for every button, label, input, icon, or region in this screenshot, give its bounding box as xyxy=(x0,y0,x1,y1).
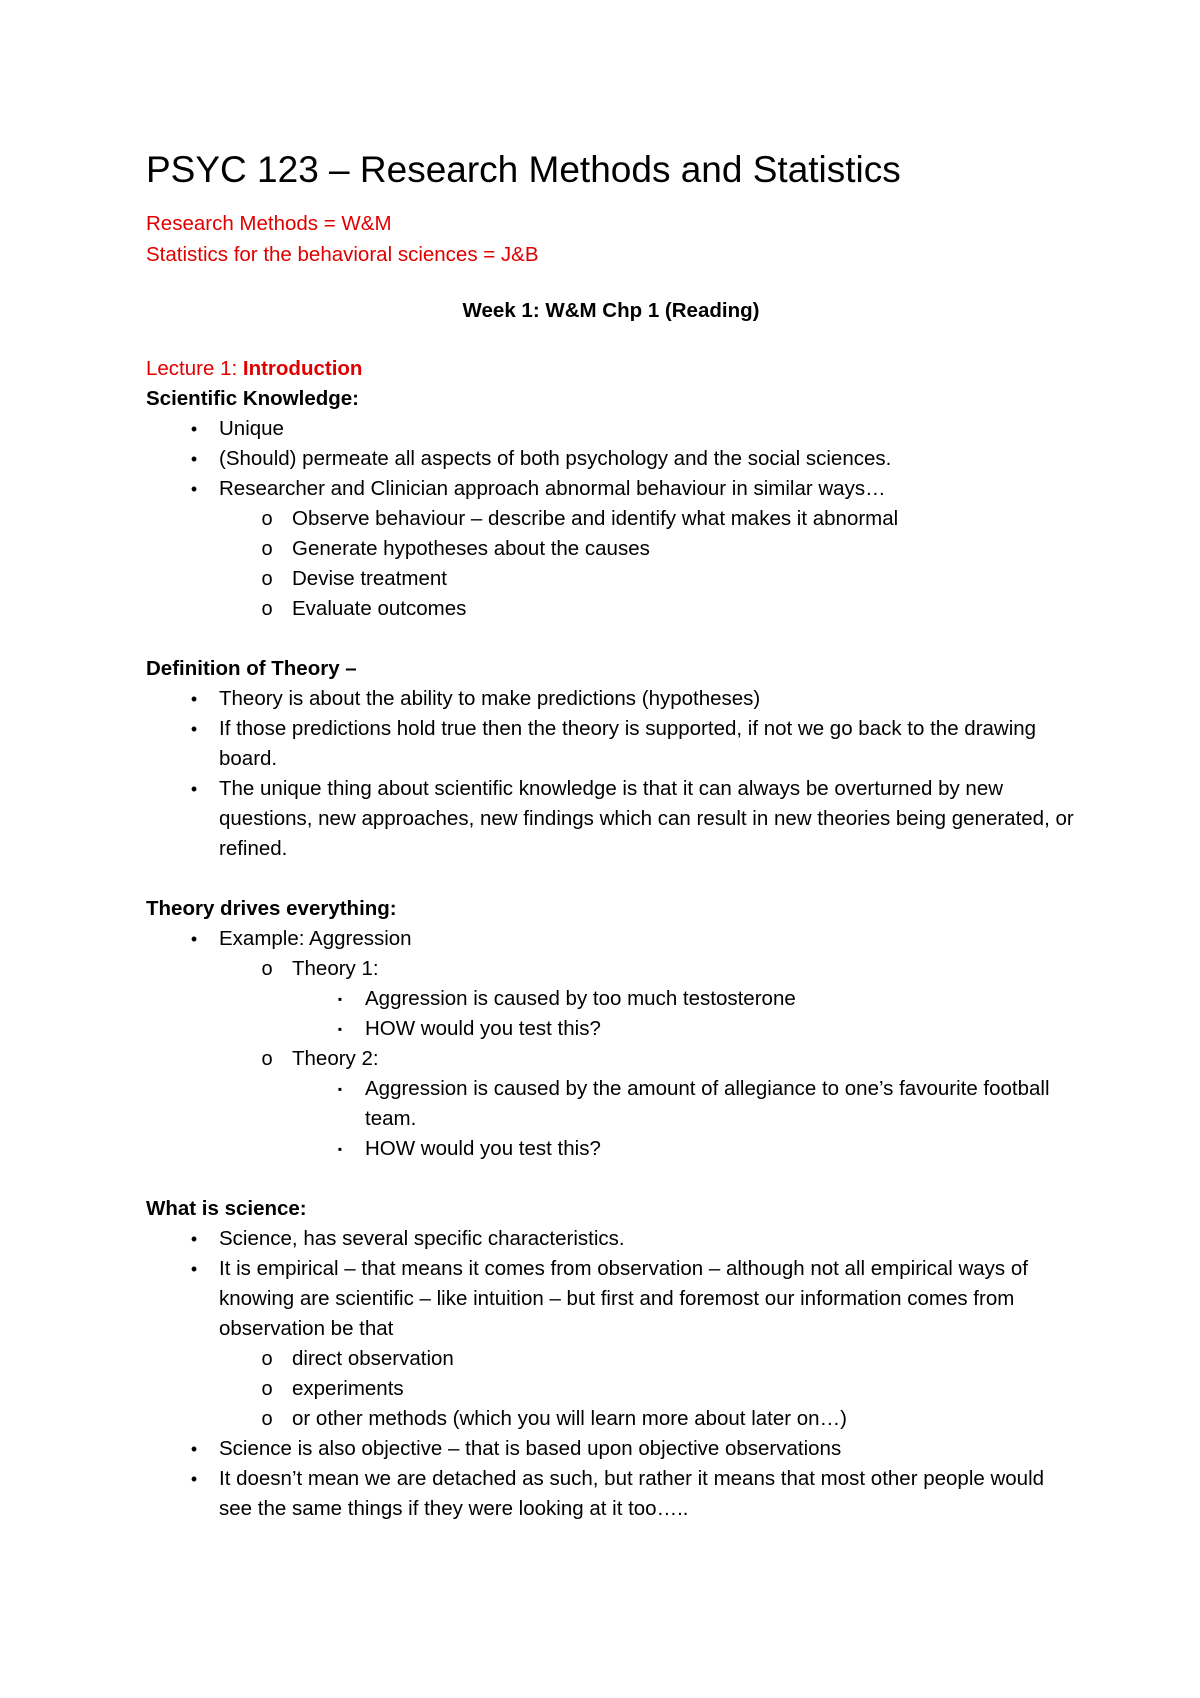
reference-statistics: Statistics for the behavioral sciences = J&B xyxy=(146,243,539,266)
theory1-points xyxy=(292,984,1076,1044)
square-bullet-icon: ▪ xyxy=(337,992,343,1006)
bullet-icon: • xyxy=(190,1259,198,1279)
list-item: ▪ Aggression is caused by the amount of allegiance to one’s favourite football team. xyxy=(292,1074,1076,1134)
list-item: • Unique xyxy=(146,414,1076,444)
section-heading-definition-of-theory: Definition of Theory – xyxy=(146,657,357,680)
list-item: • Science is also objective – that is based upon objective observations xyxy=(146,1434,1076,1464)
clinician-steps-list xyxy=(219,504,1076,624)
definition-of-theory-list xyxy=(146,684,1076,864)
section-heading-theory-drives: Theory drives everything: xyxy=(146,897,397,920)
square-bullet-icon: ▪ xyxy=(337,1022,343,1036)
section-theory-drives-everything xyxy=(146,894,1076,1164)
theory2-points xyxy=(292,1074,1076,1164)
bullet-icon: • xyxy=(190,1229,198,1249)
list-item: • If those predictions hold true then the theory is supported, if not we go back to the drawing board. xyxy=(146,714,1076,774)
list-item: o experiments xyxy=(219,1374,1076,1404)
bullet-icon: • xyxy=(190,419,198,439)
circle-bullet-icon: o xyxy=(261,1378,273,1400)
list-item: ▪ HOW would you test this? xyxy=(292,1134,1076,1164)
observation-methods-list xyxy=(219,1344,1076,1434)
bullet-icon: • xyxy=(190,1439,198,1459)
list-item: • The unique thing about scientific knowledge is that it can always be overturned by new questions, new approaches, new findings which can result in new theories being generated, or refined. xyxy=(146,774,1076,864)
list-item: ▪ HOW would you test this? xyxy=(292,1014,1076,1044)
circle-bullet-icon: o xyxy=(261,508,273,530)
circle-bullet-icon: o xyxy=(261,1408,273,1430)
circle-bullet-icon: o xyxy=(261,1048,273,1070)
document-content xyxy=(146,146,1076,1524)
section-definition-of-theory xyxy=(146,654,1076,864)
list-item: o Evaluate outcomes xyxy=(219,594,1076,624)
theory-drives-list xyxy=(146,924,1076,1164)
lecture-heading xyxy=(146,354,1076,384)
section-what-is-science xyxy=(146,1194,1076,1524)
list-item: o Devise treatment xyxy=(219,564,1076,594)
week-heading: Week 1: W&M Chp 1 (Reading) xyxy=(462,299,760,322)
list-item: o Theory 2: ▪ Aggression is caused by the amount of allegiance to one’s favourite football team. ▪ HOW would you test this? xyxy=(219,1044,1076,1164)
reference-key xyxy=(146,208,1076,270)
list-item: o Generate hypotheses about the causes xyxy=(219,534,1076,564)
lecture-number: Lecture 1: xyxy=(146,357,243,380)
circle-bullet-icon: o xyxy=(261,958,273,980)
bullet-icon: • xyxy=(190,719,198,739)
list-item: • Theory is about the ability to make predictions (hypotheses) xyxy=(146,684,1076,714)
bullet-icon: • xyxy=(190,929,198,949)
square-bullet-icon: ▪ xyxy=(337,1082,343,1096)
list-item: ▪ Aggression is caused by too much testosterone xyxy=(292,984,1076,1014)
list-item: • (Should) permeate all aspects of both psychology and the social sciences. xyxy=(146,444,1076,474)
list-item: o direct observation xyxy=(219,1344,1076,1374)
circle-bullet-icon: o xyxy=(261,598,273,620)
section-heading-scientific-knowledge: Scientific Knowledge: xyxy=(146,387,359,410)
circle-bullet-icon: o xyxy=(261,568,273,590)
bullet-icon: • xyxy=(190,689,198,709)
list-item: o Theory 1: ▪ Aggression is caused by too much testosterone ▪ HOW would you test this? xyxy=(219,954,1076,1044)
bullet-icon: • xyxy=(190,1469,198,1489)
list-item: • It doesn’t mean we are detached as such, but rather it means that most other people would see the same things if they were looking at it too….. xyxy=(146,1464,1076,1524)
what-is-science-list xyxy=(146,1224,1076,1524)
scientific-knowledge-list xyxy=(146,414,1076,624)
lecture-name: Introduction xyxy=(242,357,363,380)
bullet-icon: • xyxy=(190,479,198,499)
list-item: • Science, has several specific characteristics. xyxy=(146,1224,1076,1254)
document-title: PSYC 123 – Research Methods and Statistics xyxy=(146,149,901,190)
square-bullet-icon: ▪ xyxy=(337,1142,343,1156)
list-item: • Example: Aggression o Theory 1: ▪ Aggression is caused by too much testosterone ▪ HOW would you test this? o Theory 2: ▪ Aggression is caused by the amount of allegiance to one’s favourite football team. ▪ HOW would you test this? xyxy=(146,924,1076,1164)
bullet-icon: • xyxy=(190,449,198,469)
theories-list xyxy=(219,954,1076,1164)
circle-bullet-icon: o xyxy=(261,1348,273,1370)
circle-bullet-icon: o xyxy=(261,538,273,560)
bullet-icon: • xyxy=(190,779,198,799)
list-item: • It is empirical – that means it comes from observation – although not all empirical ways of knowing are scientific – like intuition – but first and foremost our information comes from observation be that o direct observation o experiments o or other methods (which you will learn more about later on…) xyxy=(146,1254,1076,1434)
list-item: o or other methods (which you will learn more about later on…) xyxy=(219,1404,1076,1434)
list-item: o Observe behaviour – describe and identify what makes it abnormal xyxy=(219,504,1076,534)
reference-research-methods: Research Methods = W&M xyxy=(146,212,392,235)
section-heading-what-is-science: What is science: xyxy=(146,1197,307,1220)
list-item: • Researcher and Clinician approach abnormal behaviour in similar ways… o Observe behaviour – describe and identify what makes it abnormal o Generate hypotheses about the causes o Devise treatment o Evaluate outcomes xyxy=(146,474,1076,624)
